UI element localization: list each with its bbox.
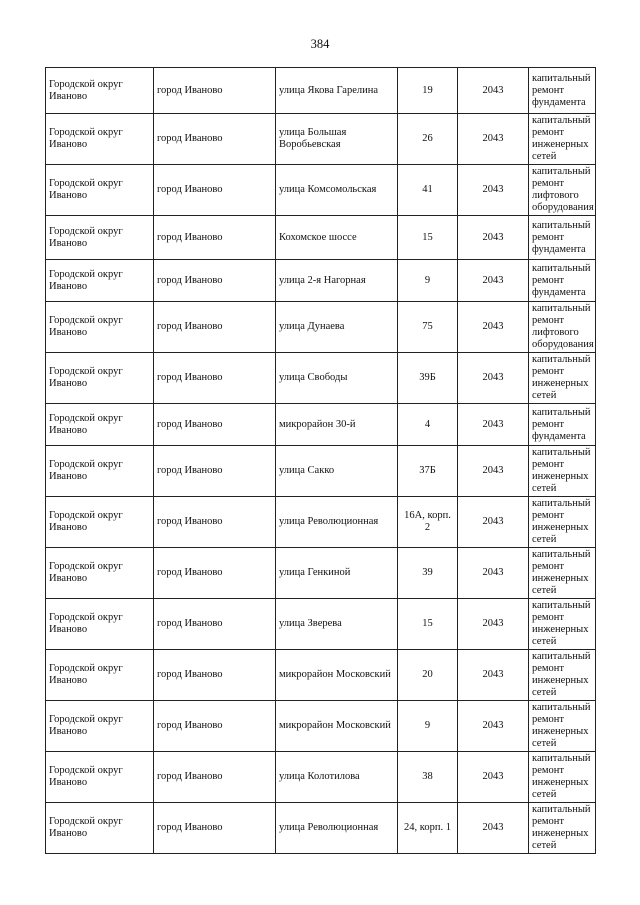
year-cell: 2043 <box>458 752 529 803</box>
work-type-cell: капитальный ремонт инженерных сетей <box>529 114 596 165</box>
city-cell: город Иваново <box>154 165 276 216</box>
table-row <box>46 68 596 114</box>
city-cell: город Иваново <box>154 701 276 752</box>
district-cell: Городской округ Иваново <box>46 353 154 404</box>
table-row <box>46 497 596 548</box>
work-type-cell: капитальный ремонт инженерных сетей <box>529 701 596 752</box>
city-cell: город Иваново <box>154 548 276 599</box>
house-number-cell: 41 <box>398 165 458 216</box>
house-number-cell: 26 <box>398 114 458 165</box>
work-type-cell: капитальный ремонт фундамента <box>529 404 596 446</box>
work-type-cell: капитальный ремонт инженерных сетей <box>529 497 596 548</box>
street-cell: улица Комсомольская <box>276 165 398 216</box>
table-row <box>46 599 596 650</box>
district-cell: Городской округ Иваново <box>46 165 154 216</box>
district-cell: Городской округ Иваново <box>46 216 154 260</box>
year-cell: 2043 <box>458 404 529 446</box>
house-number-cell: 9 <box>398 260 458 302</box>
street-cell: микрорайон Московский <box>276 701 398 752</box>
street-cell: улица Свободы <box>276 353 398 404</box>
city-cell: город Иваново <box>154 114 276 165</box>
table-row <box>46 446 596 497</box>
district-cell: Городской округ Иваново <box>46 701 154 752</box>
district-cell: Городской округ Иваново <box>46 68 154 114</box>
street-cell: улица Генкиной <box>276 548 398 599</box>
work-type-cell: капитальный ремонт инженерных сетей <box>529 353 596 404</box>
work-type-cell: капитальный ремонт инженерных сетей <box>529 752 596 803</box>
year-cell: 2043 <box>458 446 529 497</box>
work-type-cell: капитальный ремонт фундамента <box>529 216 596 260</box>
district-cell: Городской округ Иваново <box>46 650 154 701</box>
house-number-cell: 20 <box>398 650 458 701</box>
house-number-cell: 15 <box>398 216 458 260</box>
year-cell: 2043 <box>458 68 529 114</box>
house-number-cell: 39 <box>398 548 458 599</box>
table-row <box>46 216 596 260</box>
street-cell: Кохомское шоссе <box>276 216 398 260</box>
work-type-cell: капитальный ремонт инженерных сетей <box>529 650 596 701</box>
table-row <box>46 114 596 165</box>
street-cell: улица Большая Воробьевская <box>276 114 398 165</box>
table-row <box>46 548 596 599</box>
year-cell: 2043 <box>458 599 529 650</box>
district-cell: Городской округ Иваново <box>46 446 154 497</box>
page-number: 384 <box>310 37 330 51</box>
street-cell: улица Революционная <box>276 803 398 854</box>
city-cell: город Иваново <box>154 216 276 260</box>
table-row <box>46 353 596 404</box>
house-number-cell: 16А, корп. 2 <box>398 497 458 548</box>
street-cell: улица Зверева <box>276 599 398 650</box>
city-cell: город Иваново <box>154 599 276 650</box>
district-cell: Городской округ Иваново <box>46 114 154 165</box>
district-cell: Городской округ Иваново <box>46 497 154 548</box>
street-cell: улица Дунаева <box>276 302 398 353</box>
district-cell: Городской округ Иваново <box>46 803 154 854</box>
district-cell: Городской округ Иваново <box>46 752 154 803</box>
table-body <box>46 68 596 854</box>
city-cell: город Иваново <box>154 446 276 497</box>
table-row <box>46 701 596 752</box>
city-cell: город Иваново <box>154 404 276 446</box>
table-row <box>46 803 596 854</box>
year-cell: 2043 <box>458 260 529 302</box>
work-type-cell: капитальный ремонт лифтового оборудования <box>529 302 596 353</box>
house-number-cell: 38 <box>398 752 458 803</box>
house-number-cell: 75 <box>398 302 458 353</box>
street-cell: улица Сакко <box>276 446 398 497</box>
city-cell: город Иваново <box>154 752 276 803</box>
house-number-cell: 4 <box>398 404 458 446</box>
city-cell: город Иваново <box>154 260 276 302</box>
table-row <box>46 404 596 446</box>
year-cell: 2043 <box>458 803 529 854</box>
street-cell: улица Колотилова <box>276 752 398 803</box>
year-cell: 2043 <box>458 497 529 548</box>
table-row <box>46 260 596 302</box>
city-cell: город Иваново <box>154 302 276 353</box>
table-row <box>46 302 596 353</box>
work-type-cell: капитальный ремонт инженерных сетей <box>529 803 596 854</box>
street-cell: микрорайон Московский <box>276 650 398 701</box>
district-cell: Городской округ Иваново <box>46 260 154 302</box>
year-cell: 2043 <box>458 650 529 701</box>
house-number-cell: 24, корп. 1 <box>398 803 458 854</box>
city-cell: город Иваново <box>154 353 276 404</box>
year-cell: 2043 <box>458 701 529 752</box>
house-number-cell: 39Б <box>398 353 458 404</box>
work-type-cell: капитальный ремонт фундамента <box>529 68 596 114</box>
city-cell: город Иваново <box>154 497 276 548</box>
year-cell: 2043 <box>458 353 529 404</box>
district-cell: Городской округ Иваново <box>46 599 154 650</box>
year-cell: 2043 <box>458 114 529 165</box>
district-cell: Городской округ Иваново <box>46 548 154 599</box>
house-number-cell: 15 <box>398 599 458 650</box>
work-type-cell: капитальный ремонт фундамента <box>529 260 596 302</box>
work-type-cell: капитальный ремонт инженерных сетей <box>529 548 596 599</box>
street-cell: улица 2-я Нагорная <box>276 260 398 302</box>
city-cell: город Иваново <box>154 803 276 854</box>
city-cell: город Иваново <box>154 650 276 701</box>
year-cell: 2043 <box>458 548 529 599</box>
street-cell: улица Якова Гарелина <box>276 68 398 114</box>
table-row <box>46 752 596 803</box>
repair-schedule-table <box>45 67 596 854</box>
city-cell: город Иваново <box>154 68 276 114</box>
street-cell: микрорайон 30-й <box>276 404 398 446</box>
year-cell: 2043 <box>458 302 529 353</box>
house-number-cell: 9 <box>398 701 458 752</box>
district-cell: Городской округ Иваново <box>46 302 154 353</box>
year-cell: 2043 <box>458 216 529 260</box>
year-cell: 2043 <box>458 165 529 216</box>
district-cell: Городской округ Иваново <box>46 404 154 446</box>
house-number-cell: 19 <box>398 68 458 114</box>
table-row <box>46 650 596 701</box>
table-row <box>46 165 596 216</box>
work-type-cell: капитальный ремонт лифтового оборудования <box>529 165 596 216</box>
work-type-cell: капитальный ремонт инженерных сетей <box>529 446 596 497</box>
house-number-cell: 37Б <box>398 446 458 497</box>
work-type-cell: капитальный ремонт инженерных сетей <box>529 599 596 650</box>
street-cell: улица Революционная <box>276 497 398 548</box>
